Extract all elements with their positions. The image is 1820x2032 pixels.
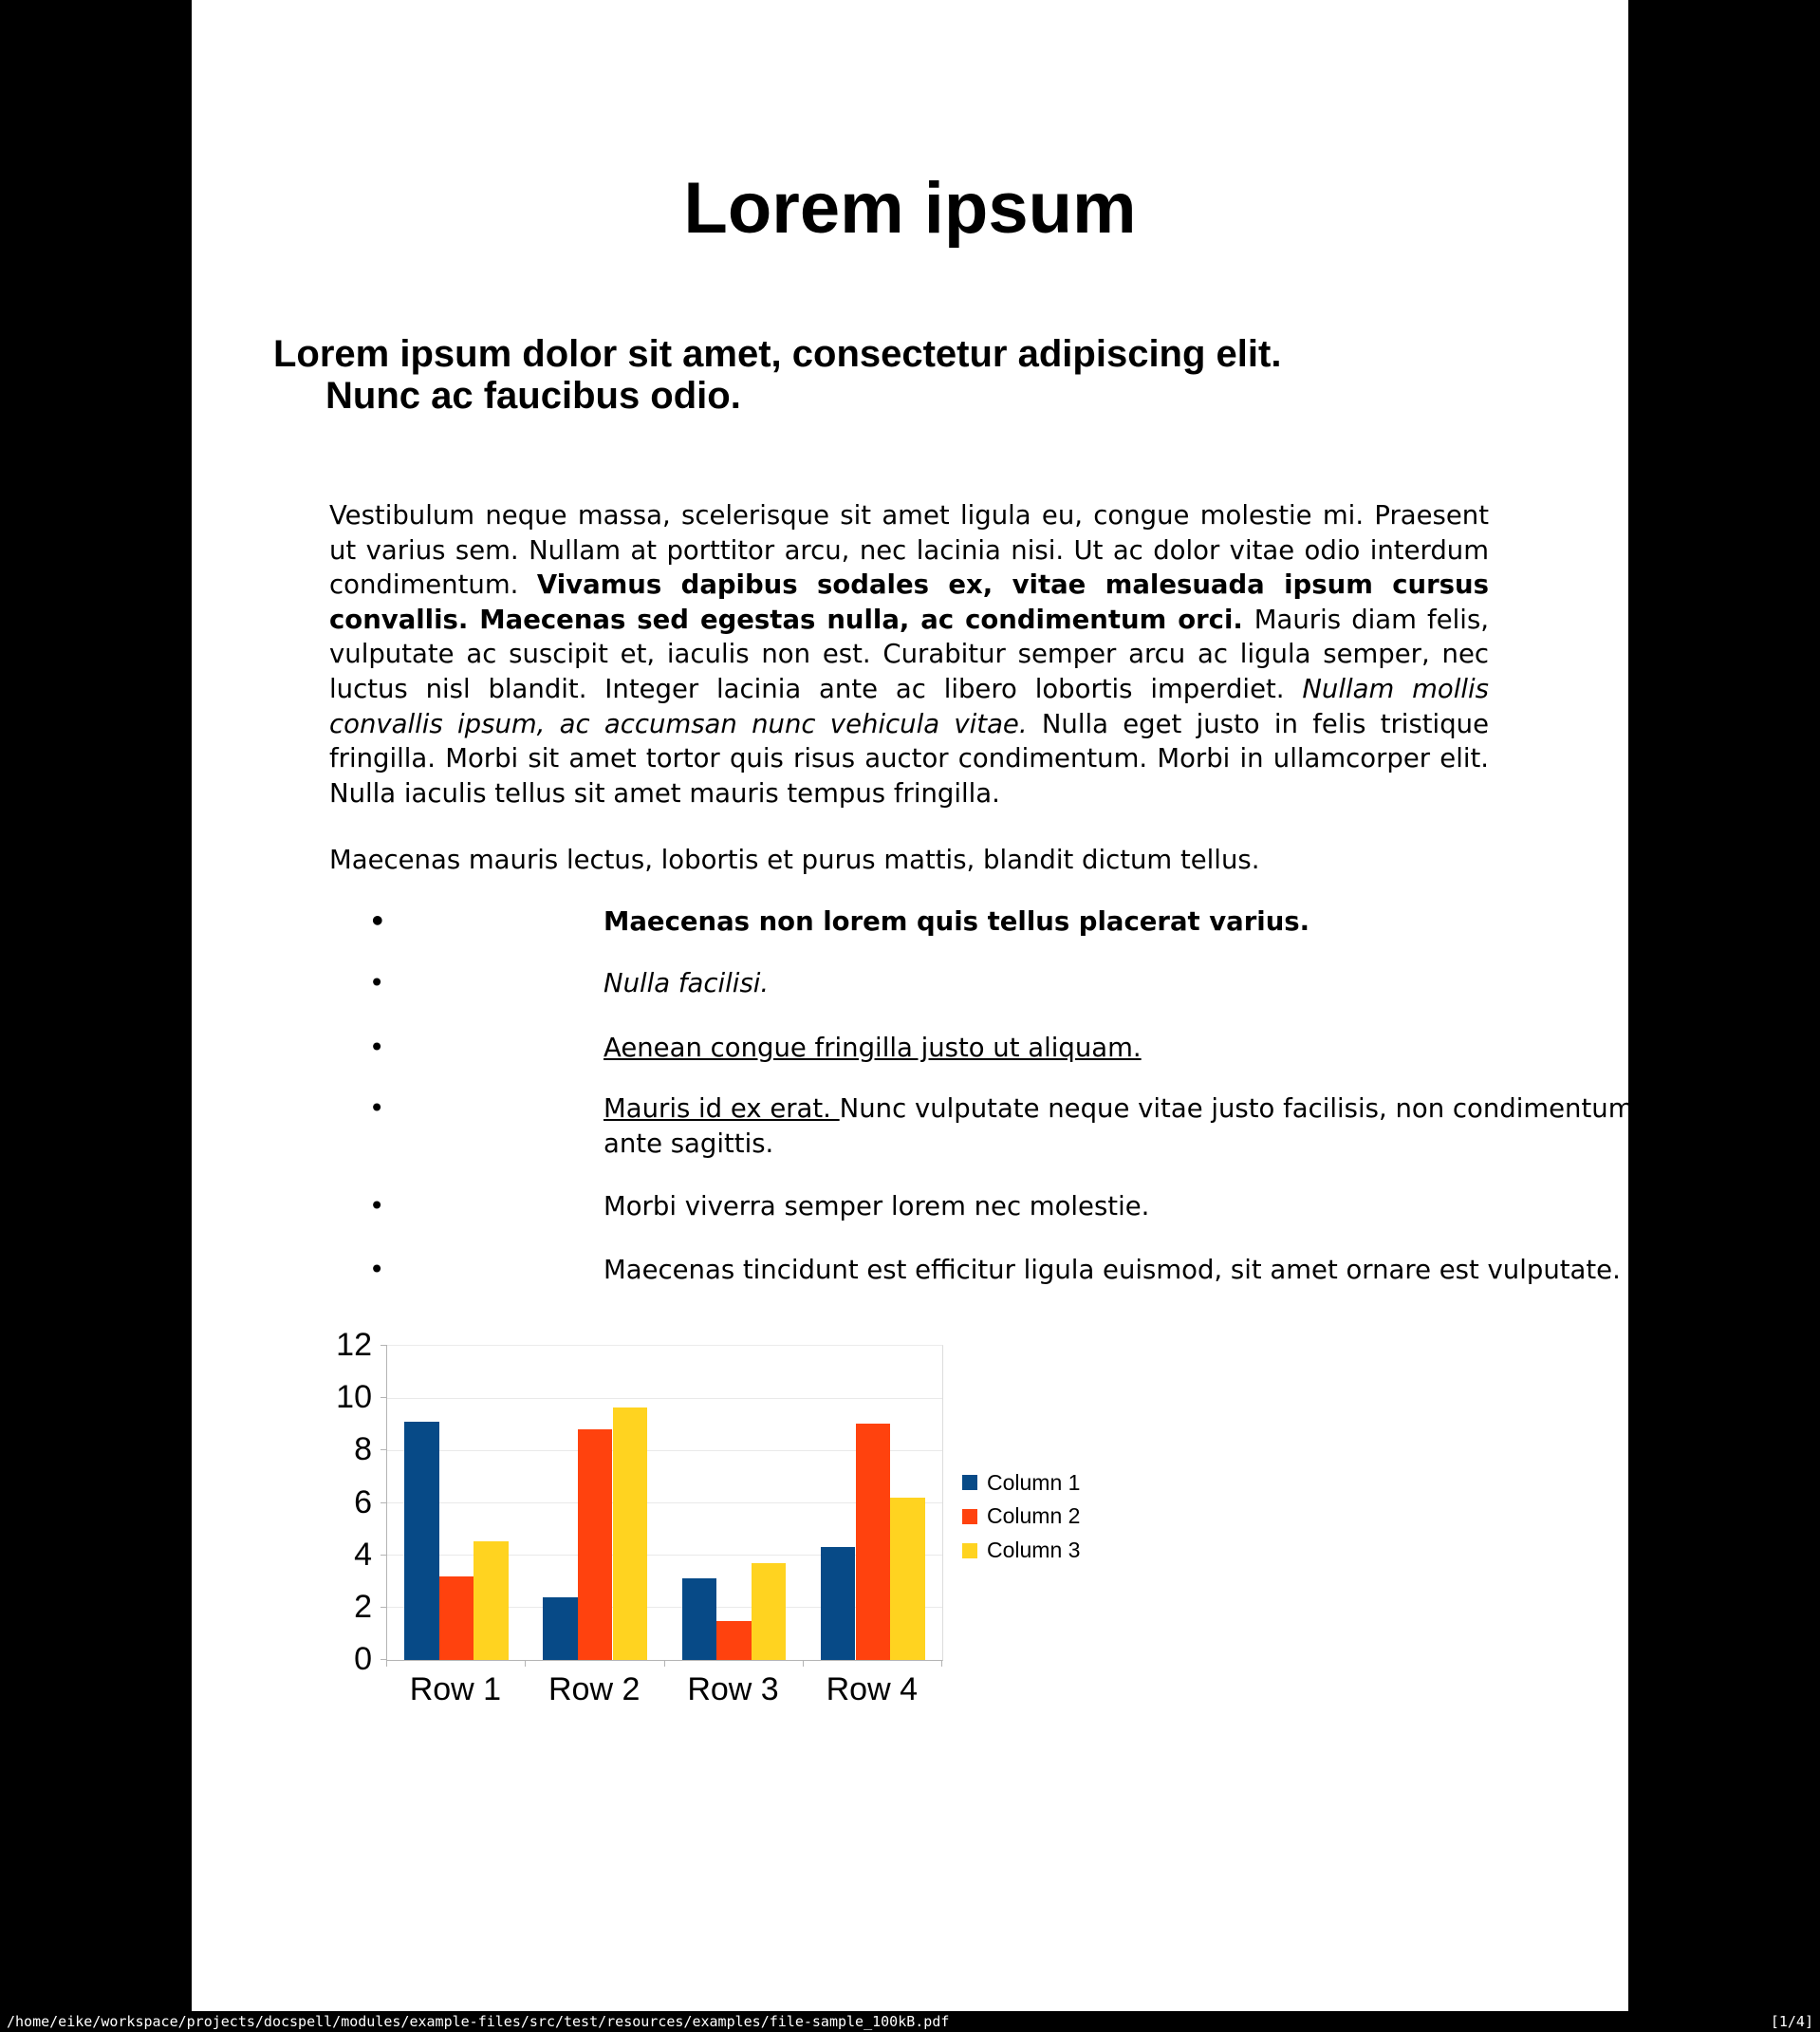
paragraph1-italic-run: Nullam mollis convallis ipsum, ac accumsan nunc vehicula vitae.	[329, 673, 1489, 739]
bar-column-3-row-3	[752, 1563, 787, 1660]
list-item	[329, 1091, 1681, 1161]
x-axis-tick	[941, 1660, 942, 1667]
bullet-icon: •	[369, 968, 385, 998]
x-axis-category-label: Row 4	[826, 1671, 918, 1707]
bar-column-3-row-2	[613, 1407, 648, 1660]
bullet-icon: •	[369, 1191, 385, 1221]
list-item-text: Nulla facilisi.	[604, 968, 770, 998]
statusbar-file-path: /home/eike/workspace/projects/docspell/modules/example-files/src/test/resources/examples/file-sample_100kB.pdf	[7, 2013, 950, 2030]
x-axis-tick	[525, 1660, 526, 1667]
bar-column-2-row-3	[716, 1621, 752, 1660]
y-axis-tick	[381, 1607, 387, 1608]
document-page	[192, 0, 1634, 2011]
bar-column-1-row-1	[404, 1422, 439, 1660]
bullet-icon: •	[369, 906, 386, 937]
bullet-icon: •	[369, 1255, 385, 1285]
legend-item	[962, 1538, 1080, 1563]
bar-chart	[306, 1319, 1283, 1746]
legend-swatch-icon	[962, 1543, 977, 1558]
y-axis-tick-label: 0	[354, 1641, 372, 1677]
legend-item	[962, 1504, 1080, 1529]
legend-label: Column 3	[987, 1538, 1081, 1563]
bar-column-2-row-1	[439, 1576, 474, 1660]
bar-column-1-row-4	[821, 1547, 856, 1660]
bar-column-2-row-4	[856, 1424, 891, 1660]
statusbar-page-indicator: [1/4]	[1770, 2013, 1813, 2030]
list-item	[329, 1189, 1681, 1224]
statusbar	[0, 2011, 1820, 2032]
chart-plot-area	[386, 1345, 943, 1661]
list-item-text: Aenean congue fringilla justo ut aliquam.	[604, 1033, 1142, 1063]
legend-swatch-icon	[962, 1475, 977, 1490]
body-paragraph-2: Maecenas mauris lectus, lobortis et purus mattis, blandit dictum tellus.	[329, 845, 1260, 875]
paragraph1-bold-run: Vivamus dapibus sodales ex, vitae malesuada ipsum cursus convallis. Maecenas sed egestas nulla, ac condimentum orci.	[329, 569, 1489, 635]
bar-column-3-row-1	[474, 1541, 509, 1660]
y-axis-tick	[381, 1502, 387, 1503]
x-axis-tick	[386, 1660, 387, 1667]
legend-swatch-icon	[962, 1509, 977, 1524]
list-item-text	[604, 1091, 1681, 1161]
x-axis-category-label: Row 2	[548, 1671, 641, 1707]
heading-line-2: Nunc ac faucibus odio.	[325, 375, 741, 417]
x-axis-category-label: Row 3	[687, 1671, 779, 1707]
legend-label: Column 1	[987, 1469, 1081, 1495]
legend-item	[962, 1470, 1080, 1495]
legend-label: Column 2	[987, 1503, 1081, 1529]
list-item	[329, 1031, 1681, 1066]
paragraph1-normal-run-1: Vestibulum neque massa, scelerisque sit amet ligula eu, congue molestie mi. Praesent ut varius sem. Nullam at porttitor arcu, nec lacinia nisi. Ut ac dolor vitae odio interdum condimentum.	[329, 500, 1489, 601]
document-title: Lorem ipsum	[683, 168, 1137, 249]
list-item	[329, 904, 1681, 940]
body-paragraph-1	[329, 498, 1489, 811]
list-item-text: Maecenas tincidunt est efficitur ligula euismod, sit amet ornare est vulputate.	[604, 1255, 1621, 1285]
y-axis-tick-label: 10	[336, 1379, 372, 1416]
list-item-text: Morbi viverra semper lorem nec molestie.	[604, 1191, 1150, 1221]
bar-column-1-row-3	[682, 1578, 717, 1660]
y-axis-tick-label: 6	[354, 1483, 372, 1520]
y-axis-tick-label: 8	[354, 1431, 372, 1468]
paragraph1-normal-run-3: Nulla eget justo in felis tristique fringilla. Morbi sit amet tortor quis risus auctor condimentum. Morbi in ullamcorper elit. Nulla iaculis tellus sit amet mauris tempus fringilla.	[329, 708, 1489, 809]
y-axis-tick-label: 12	[336, 1327, 372, 1363]
y-axis-tick	[381, 1555, 387, 1556]
list-item	[329, 1253, 1681, 1288]
y-axis-tick	[381, 1449, 387, 1450]
y-axis-tick-label: 4	[354, 1536, 372, 1573]
list-item	[329, 966, 1681, 1001]
y-axis-tick-label: 2	[354, 1588, 372, 1625]
list-item-underlined-run: Mauris id ex erat.	[604, 1093, 840, 1124]
bar-column-1-row-2	[543, 1597, 578, 1660]
bullet-icon: •	[369, 1033, 385, 1063]
x-axis-tick	[664, 1660, 665, 1667]
gridline	[387, 1398, 942, 1399]
x-axis-tick	[803, 1660, 804, 1667]
x-axis-category-label: Row 1	[409, 1671, 502, 1707]
y-axis-tick	[381, 1397, 387, 1398]
paragraph1-normal-run-2: Mauris diam felis, vulputate ac suscipit et, iaculis non est. Curabitur semper arcu ac ligula semper, nec luctus nisl blandit. Integer lacinia ante ac libero lobortis imperdiet.	[329, 604, 1490, 704]
y-axis-tick	[381, 1345, 387, 1346]
bullet-icon: •	[369, 1093, 385, 1124]
bar-column-3-row-4	[890, 1498, 925, 1660]
bar-column-2-row-2	[578, 1429, 613, 1660]
list-item-text: Maecenas non lorem quis tellus placerat varius.	[604, 906, 1310, 937]
document-heading	[273, 333, 1426, 417]
list-item-normal-run: Nunc vulputate neque vitae justo facilisis, non condimentum ante sagittis.	[604, 1093, 1634, 1159]
heading-line-1: Lorem ipsum dolor sit amet, consectetur adipiscing elit.	[273, 333, 1282, 375]
